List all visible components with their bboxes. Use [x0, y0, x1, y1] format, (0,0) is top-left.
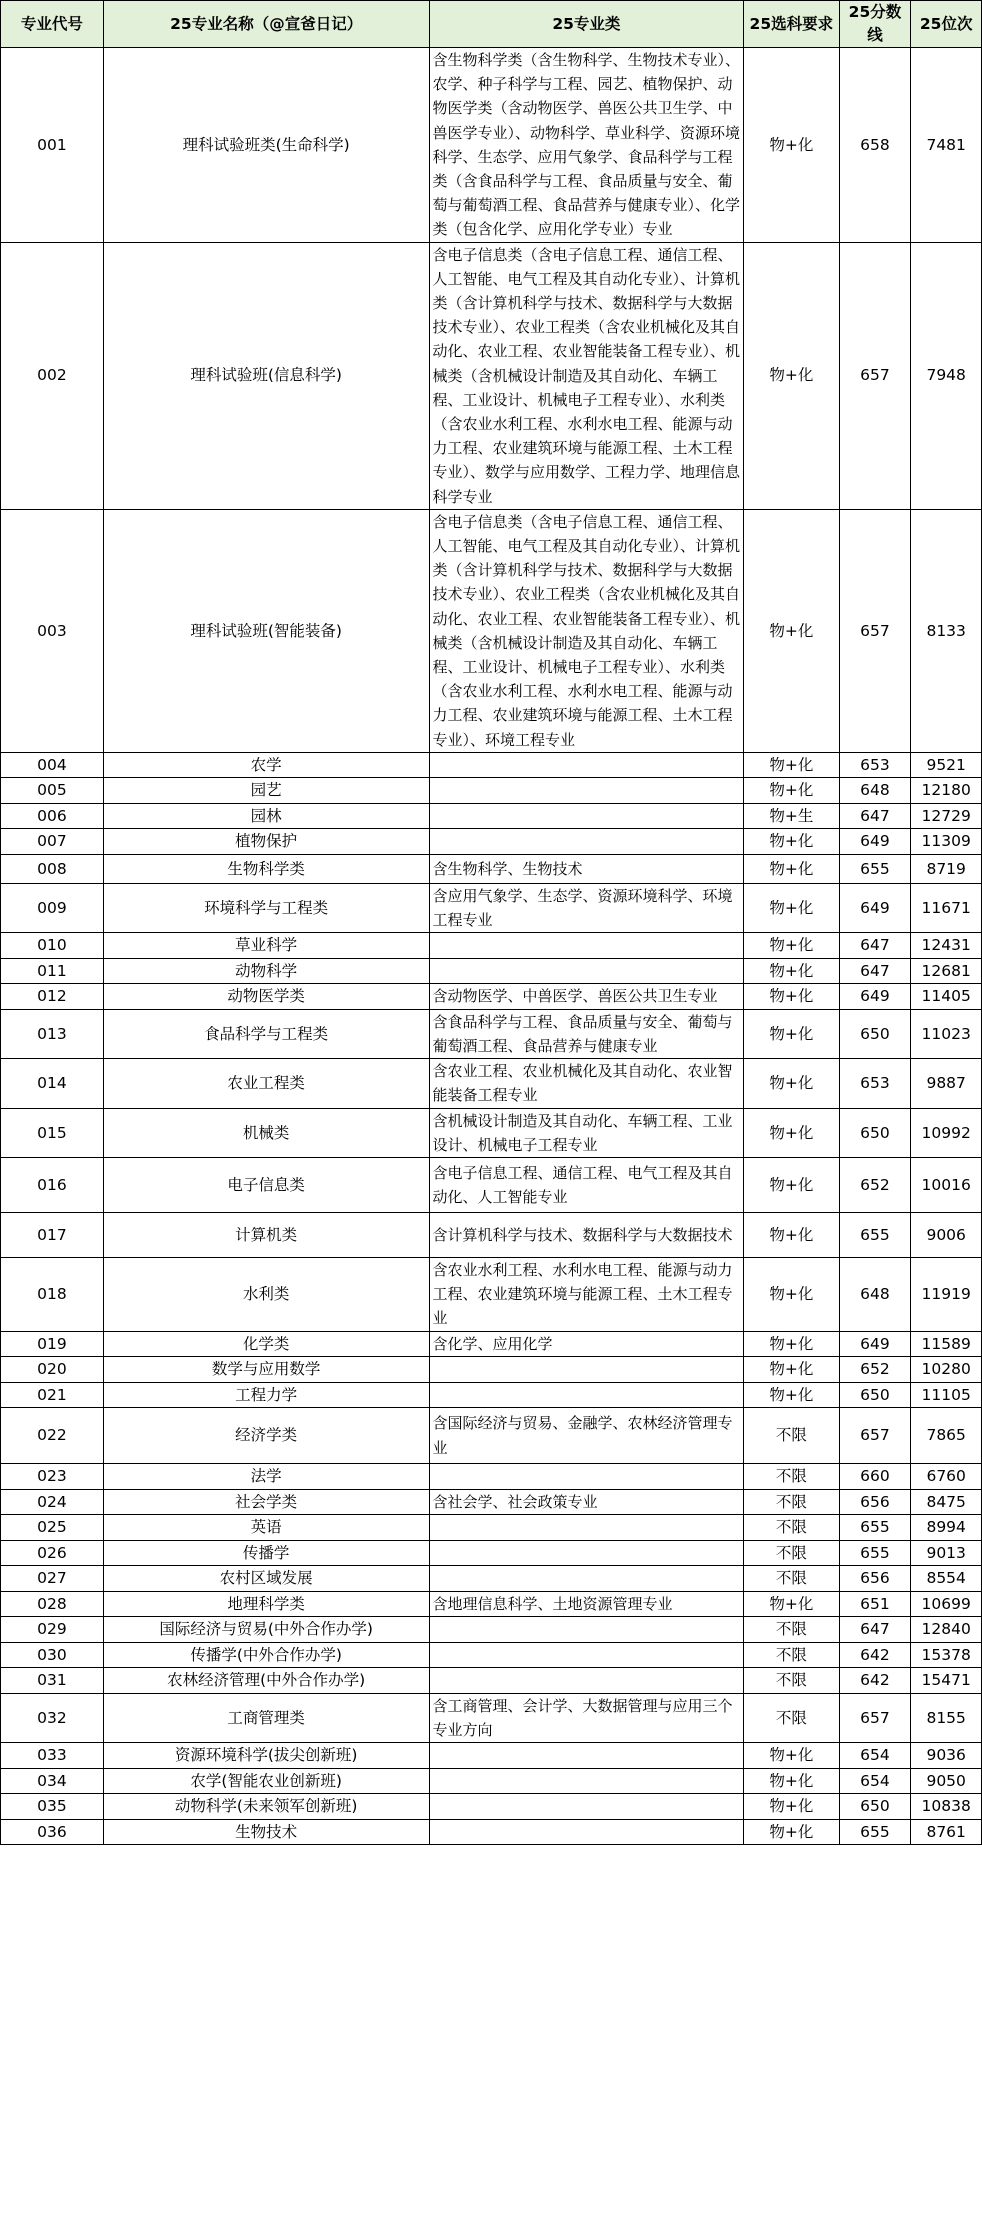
header-score: 25分数线: [839, 1, 911, 48]
cell-major-name: 传播学: [103, 1540, 429, 1566]
table-row: [1, 1566, 982, 1592]
table-row: [1, 883, 982, 932]
cell-rank: 9006: [911, 1213, 982, 1258]
cell-major-name: 农村区域发展: [103, 1566, 429, 1592]
cell-code: 028: [1, 1591, 104, 1617]
cell-score: 642: [839, 1668, 911, 1694]
table-row: [1, 854, 982, 883]
cell-subject-requirement: 物+化: [744, 933, 839, 959]
cell-score: 650: [839, 1794, 911, 1820]
cell-subject-requirement: 物+化: [744, 1258, 839, 1332]
header-code: 专业代号: [1, 1, 104, 48]
header-name: 25专业名称（@宣爸日记）: [103, 1, 429, 48]
cell-score: 655: [839, 1213, 911, 1258]
cell-rank: 6760: [911, 1464, 982, 1490]
cell-major-name: 环境科学与工程类: [103, 883, 429, 932]
cell-major-category: [429, 1382, 744, 1408]
cell-major-category: 含农业水利工程、水利水电工程、能源与动力工程、农业建筑环境与能源工程、土木工程专业: [429, 1258, 744, 1332]
cell-major-category: [429, 1540, 744, 1566]
cell-major-category: [429, 778, 744, 804]
table-row: [1, 752, 982, 778]
cell-rank: 8554: [911, 1566, 982, 1592]
table-row: [1, 1489, 982, 1515]
cell-major-category: [429, 752, 744, 778]
cell-subject-requirement: 不限: [744, 1540, 839, 1566]
cell-major-category: [429, 1642, 744, 1668]
cell-major-name: 园艺: [103, 778, 429, 804]
table-row: [1, 778, 982, 804]
cell-code: 001: [1, 48, 104, 243]
cell-rank: 11023: [911, 1009, 982, 1058]
table-row: [1, 1331, 982, 1357]
cell-major-category: [429, 1357, 744, 1383]
cell-subject-requirement: 物+化: [744, 854, 839, 883]
cell-score: 651: [839, 1591, 911, 1617]
cell-major-name: 生物技术: [103, 1819, 429, 1845]
cell-major-name: 食品科学与工程类: [103, 1009, 429, 1058]
cell-rank: 12840: [911, 1617, 982, 1643]
cell-subject-requirement: 物+化: [744, 1794, 839, 1820]
cell-major-category: 含食品科学与工程、食品质量与安全、葡萄与葡萄酒工程、食品营养与健康专业: [429, 1009, 744, 1058]
cell-score: 658: [839, 48, 911, 243]
cell-major-name: 英语: [103, 1515, 429, 1541]
cell-code: 018: [1, 1258, 104, 1332]
cell-rank: 10280: [911, 1357, 982, 1383]
cell-major-category: 含动物医学、中兽医学、兽医公共卫生专业: [429, 984, 744, 1010]
cell-major-category: [429, 1617, 744, 1643]
cell-major-name: 动物科学: [103, 958, 429, 984]
cell-rank: 10699: [911, 1591, 982, 1617]
cell-major-name: 理科试验班(智能装备): [103, 509, 429, 752]
cell-rank: 9887: [911, 1059, 982, 1108]
cell-rank: 15471: [911, 1668, 982, 1694]
cell-score: 647: [839, 803, 911, 829]
cell-subject-requirement: 物+化: [744, 509, 839, 752]
cell-subject-requirement: 物+化: [744, 1768, 839, 1794]
cell-code: 036: [1, 1819, 104, 1845]
cell-score: 647: [839, 933, 911, 959]
cell-code: 027: [1, 1566, 104, 1592]
cell-code: 032: [1, 1693, 104, 1742]
cell-rank: 8475: [911, 1489, 982, 1515]
cell-subject-requirement: 物+化: [744, 1059, 839, 1108]
cell-code: 016: [1, 1158, 104, 1213]
table-row: [1, 1693, 982, 1742]
table-row: [1, 1464, 982, 1490]
table-row: [1, 48, 982, 243]
cell-major-name: 社会学类: [103, 1489, 429, 1515]
cell-major-name: 农业工程类: [103, 1059, 429, 1108]
cell-major-category: 含国际经济与贸易、金融学、农林经济管理专业: [429, 1408, 744, 1464]
table-row: [1, 1059, 982, 1108]
cell-major-category: 含社会学、社会政策专业: [429, 1489, 744, 1515]
cell-score: 657: [839, 1408, 911, 1464]
table-row: [1, 1743, 982, 1769]
cell-rank: 9521: [911, 752, 982, 778]
cell-major-name: 传播学(中外合作办学): [103, 1642, 429, 1668]
cell-score: 649: [839, 984, 911, 1010]
cell-major-category: 含地理信息科学、土地资源管理专业: [429, 1591, 744, 1617]
cell-subject-requirement: 不限: [744, 1408, 839, 1464]
cell-subject-requirement: 物+化: [744, 1819, 839, 1845]
table-row: [1, 803, 982, 829]
cell-code: 002: [1, 242, 104, 509]
cell-score: 657: [839, 1693, 911, 1742]
table-row: [1, 829, 982, 855]
cell-rank: 8133: [911, 509, 982, 752]
table-row: [1, 1540, 982, 1566]
cell-major-name: 园林: [103, 803, 429, 829]
cell-score: 657: [839, 509, 911, 752]
cell-rank: 8761: [911, 1819, 982, 1845]
cell-score: 650: [839, 1009, 911, 1058]
cell-major-name: 农学(智能农业创新班): [103, 1768, 429, 1794]
cell-rank: 7865: [911, 1408, 982, 1464]
cell-major-category: 含机械设计制造及其自动化、车辆工程、工业设计、机械电子工程专业: [429, 1108, 744, 1157]
cell-score: 655: [839, 854, 911, 883]
table-row: [1, 1357, 982, 1383]
cell-score: 647: [839, 958, 911, 984]
header-req: 25选科要求: [744, 1, 839, 48]
cell-subject-requirement: 物+化: [744, 48, 839, 243]
cell-subject-requirement: 物+化: [744, 1743, 839, 1769]
cell-major-category: [429, 1668, 744, 1694]
cell-major-name: 农学: [103, 752, 429, 778]
cell-subject-requirement: 物+化: [744, 984, 839, 1010]
cell-major-category: [429, 829, 744, 855]
cell-major-name: 理科试验班类(生命科学): [103, 48, 429, 243]
cell-code: 030: [1, 1642, 104, 1668]
cell-code: 005: [1, 778, 104, 804]
cell-rank: 12681: [911, 958, 982, 984]
cell-major-category: 含工商管理、会计学、大数据管理与应用三个专业方向: [429, 1693, 744, 1742]
cell-code: 025: [1, 1515, 104, 1541]
cell-major-name: 动物医学类: [103, 984, 429, 1010]
cell-major-name: 草业科学: [103, 933, 429, 959]
cell-subject-requirement: 不限: [744, 1642, 839, 1668]
cell-major-category: [429, 1794, 744, 1820]
cell-subject-requirement: 物+化: [744, 1009, 839, 1058]
cell-major-category: 含计算机科学与技术、数据科学与大数据技术: [429, 1213, 744, 1258]
cell-major-name: 计算机类: [103, 1213, 429, 1258]
cell-major-category: 含农业工程、农业机械化及其自动化、农业智能装备工程专业: [429, 1059, 744, 1108]
table-row: [1, 1591, 982, 1617]
cell-major-name: 工程力学: [103, 1382, 429, 1408]
cell-major-name: 国际经济与贸易(中外合作办学): [103, 1617, 429, 1643]
cell-major-category: [429, 933, 744, 959]
cell-subject-requirement: 不限: [744, 1566, 839, 1592]
cell-rank: 10992: [911, 1108, 982, 1157]
cell-rank: 11105: [911, 1382, 982, 1408]
cell-code: 021: [1, 1382, 104, 1408]
cell-subject-requirement: 物+化: [744, 1213, 839, 1258]
table-row: [1, 1408, 982, 1464]
cell-score: 642: [839, 1642, 911, 1668]
cell-score: 655: [839, 1819, 911, 1845]
cell-code: 019: [1, 1331, 104, 1357]
table-row: [1, 1258, 982, 1332]
cell-major-category: [429, 958, 744, 984]
cell-subject-requirement: 物+化: [744, 752, 839, 778]
cell-score: 653: [839, 1059, 911, 1108]
cell-rank: 7948: [911, 242, 982, 509]
cell-code: 011: [1, 958, 104, 984]
cell-major-name: 经济学类: [103, 1408, 429, 1464]
table-row: [1, 1382, 982, 1408]
cell-code: 029: [1, 1617, 104, 1643]
cell-major-name: 理科试验班(信息科学): [103, 242, 429, 509]
cell-score: 656: [839, 1489, 911, 1515]
cell-subject-requirement: 不限: [744, 1693, 839, 1742]
cell-major-name: 动物科学(未来领军创新班): [103, 1794, 429, 1820]
cell-code: 015: [1, 1108, 104, 1157]
cell-subject-requirement: 不限: [744, 1489, 839, 1515]
cell-subject-requirement: 物+生: [744, 803, 839, 829]
cell-subject-requirement: 物+化: [744, 778, 839, 804]
cell-code: 006: [1, 803, 104, 829]
cell-subject-requirement: 不限: [744, 1464, 839, 1490]
cell-rank: 8994: [911, 1515, 982, 1541]
cell-rank: 7481: [911, 48, 982, 243]
header-rank: 25位次: [911, 1, 982, 48]
cell-rank: 11589: [911, 1331, 982, 1357]
cell-rank: 9036: [911, 1743, 982, 1769]
cell-rank: 11405: [911, 984, 982, 1010]
cell-rank: 15378: [911, 1642, 982, 1668]
cell-major-name: 工商管理类: [103, 1693, 429, 1742]
cell-major-name: 生物科学类: [103, 854, 429, 883]
cell-rank: 11671: [911, 883, 982, 932]
table-row: [1, 1213, 982, 1258]
cell-subject-requirement: 物+化: [744, 1382, 839, 1408]
cell-major-category: 含电子信息类（含电子信息工程、通信工程、人工智能、电气工程及其自动化专业）、计算机类（含计算机科学与技术、数据科学与大数据技术专业）、农业工程类（含农业机械化及其自动化、农业工程、农业智能装备工程专业）、机械类（含机械设计制造及其自动化、车辆工程、工业设计、机械电子工程专业）、水利类（含农业水利工程、水利水电工程、能源与动力工程、农业建筑环境与能源工程、土木工程专业）、环境工程专业: [429, 509, 744, 752]
cell-code: 024: [1, 1489, 104, 1515]
header-row: [1, 1, 982, 48]
cell-rank: 8155: [911, 1693, 982, 1742]
table-row: [1, 1158, 982, 1213]
cell-major-category: 含电子信息类（含电子信息工程、通信工程、人工智能、电气工程及其自动化专业）、计算机类（含计算机科学与技术、数据科学与大数据技术专业）、农业工程类（含农业机械化及其自动化、农业工程、农业智能装备工程专业）、机械类（含机械设计制造及其自动化、车辆工程、工业设计、机械电子工程专业）、水利类（含农业水利工程、水利水电工程、能源与动力工程、农业建筑环境与能源工程、土木工程专业）、数学与应用数学、工程力学、地理信息科学专业: [429, 242, 744, 509]
cell-major-category: 含化学、应用化学: [429, 1331, 744, 1357]
cell-score: 653: [839, 752, 911, 778]
cell-subject-requirement: 不限: [744, 1617, 839, 1643]
cell-rank: 10016: [911, 1158, 982, 1213]
cell-rank: 12180: [911, 778, 982, 804]
header-desc: 25专业类: [429, 1, 744, 48]
cell-score: 652: [839, 1158, 911, 1213]
cell-subject-requirement: 物+化: [744, 958, 839, 984]
table-row: [1, 1108, 982, 1157]
cell-code: 034: [1, 1768, 104, 1794]
cell-subject-requirement: 物+化: [744, 1108, 839, 1157]
cell-major-category: 含生物科学、生物技术: [429, 854, 744, 883]
table-row: [1, 984, 982, 1010]
cell-code: 035: [1, 1794, 104, 1820]
cell-score: 655: [839, 1515, 911, 1541]
cell-code: 031: [1, 1668, 104, 1694]
cell-major-category: [429, 803, 744, 829]
cell-subject-requirement: 物+化: [744, 829, 839, 855]
table-row: [1, 1794, 982, 1820]
cell-major-category: [429, 1743, 744, 1769]
cell-major-name: 地理科学类: [103, 1591, 429, 1617]
cell-code: 017: [1, 1213, 104, 1258]
cell-major-name: 法学: [103, 1464, 429, 1490]
table-row: [1, 958, 982, 984]
table-row: [1, 933, 982, 959]
cell-code: 009: [1, 883, 104, 932]
cell-score: 647: [839, 1617, 911, 1643]
cell-major-name: 电子信息类: [103, 1158, 429, 1213]
cell-score: 652: [839, 1357, 911, 1383]
cell-rank: 10838: [911, 1794, 982, 1820]
cell-score: 649: [839, 883, 911, 932]
cell-subject-requirement: 物+化: [744, 1357, 839, 1383]
cell-code: 003: [1, 509, 104, 752]
cell-major-category: 含应用气象学、生态学、资源环境科学、环境工程专业: [429, 883, 744, 932]
cell-code: 033: [1, 1743, 104, 1769]
cell-score: 660: [839, 1464, 911, 1490]
cell-score: 648: [839, 778, 911, 804]
cell-subject-requirement: 物+化: [744, 242, 839, 509]
cell-rank: 11919: [911, 1258, 982, 1332]
cell-rank: 9013: [911, 1540, 982, 1566]
cell-code: 022: [1, 1408, 104, 1464]
cell-score: 650: [839, 1382, 911, 1408]
cell-rank: 11309: [911, 829, 982, 855]
cell-score: 650: [839, 1108, 911, 1157]
cell-score: 657: [839, 242, 911, 509]
cell-code: 004: [1, 752, 104, 778]
cell-rank: 9050: [911, 1768, 982, 1794]
table-row: [1, 242, 982, 509]
cell-code: 020: [1, 1357, 104, 1383]
cell-code: 014: [1, 1059, 104, 1108]
cell-code: 010: [1, 933, 104, 959]
cell-code: 026: [1, 1540, 104, 1566]
cell-major-category: [429, 1819, 744, 1845]
cell-subject-requirement: 物+化: [744, 1331, 839, 1357]
cell-major-category: 含电子信息工程、通信工程、电气工程及其自动化、人工智能专业: [429, 1158, 744, 1213]
cell-score: 654: [839, 1743, 911, 1769]
cell-score: 656: [839, 1566, 911, 1592]
cell-subject-requirement: 物+化: [744, 1591, 839, 1617]
cell-major-category: [429, 1768, 744, 1794]
cell-major-name: 植物保护: [103, 829, 429, 855]
cell-code: 012: [1, 984, 104, 1010]
cell-major-category: [429, 1566, 744, 1592]
cell-code: 023: [1, 1464, 104, 1490]
cell-score: 655: [839, 1540, 911, 1566]
cell-subject-requirement: 物+化: [744, 1158, 839, 1213]
cell-score: 654: [839, 1768, 911, 1794]
cell-major-name: 数学与应用数学: [103, 1357, 429, 1383]
cell-code: 008: [1, 854, 104, 883]
cell-major-name: 资源环境科学(拔尖创新班): [103, 1743, 429, 1769]
table-row: [1, 1515, 982, 1541]
table-row: [1, 1768, 982, 1794]
cell-rank: 12729: [911, 803, 982, 829]
cell-major-category: [429, 1464, 744, 1490]
cell-score: 649: [839, 829, 911, 855]
cell-subject-requirement: 不限: [744, 1668, 839, 1694]
cell-code: 007: [1, 829, 104, 855]
cell-rank: 8719: [911, 854, 982, 883]
table-row: [1, 1819, 982, 1845]
cell-major-name: 农林经济管理(中外合作办学): [103, 1668, 429, 1694]
cell-major-name: 水利类: [103, 1258, 429, 1332]
cell-major-name: 机械类: [103, 1108, 429, 1157]
table-row: [1, 1617, 982, 1643]
table-row: [1, 1642, 982, 1668]
cell-major-category: 含生物科学类（含生物科学、生物技术专业）、农学、种子科学与工程、园艺、植物保护、动物医学类（含动物医学、兽医公共卫生学、中兽医学专业）、动物科学、草业科学、资源环境科学、生态学、应用气象学、食品科学与工程类（含食品科学与工程、食品质量与安全、葡萄与葡萄酒工程、食品营养与健康专业）、化学类（包含化学、应用化学专业）专业: [429, 48, 744, 243]
cell-rank: 12431: [911, 933, 982, 959]
table-row: [1, 509, 982, 752]
cell-score: 649: [839, 1331, 911, 1357]
cell-score: 648: [839, 1258, 911, 1332]
cell-code: 013: [1, 1009, 104, 1058]
cell-major-name: 化学类: [103, 1331, 429, 1357]
cell-major-category: [429, 1515, 744, 1541]
table-row: [1, 1668, 982, 1694]
cell-subject-requirement: 不限: [744, 1515, 839, 1541]
cell-subject-requirement: 物+化: [744, 883, 839, 932]
table-row: [1, 1009, 982, 1058]
